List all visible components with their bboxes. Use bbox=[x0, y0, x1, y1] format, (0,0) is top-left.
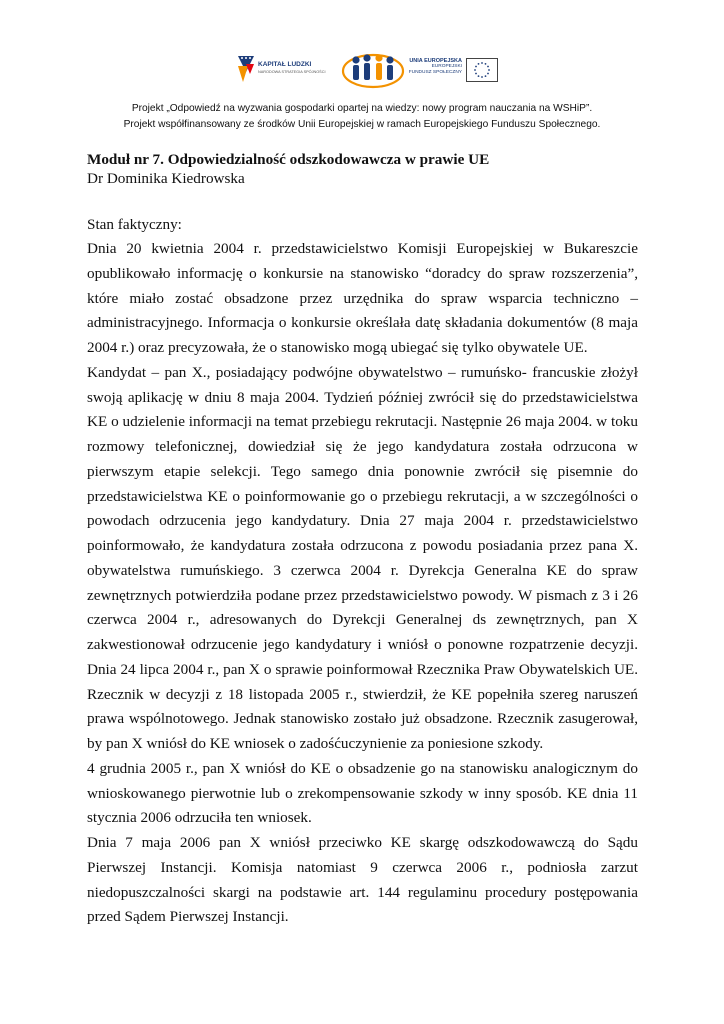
author-name: Dr Dominika Kiedrowska bbox=[87, 170, 245, 187]
paragraph-4: Dnia 7 maja 2006 pan X wniósł przeciwko KE skargę odszkodowawczą do Sądu Pierwszej Instancji. Komisja natomiast 9 czerwca 2006 r., podniosła zarzut niedopuszczalności skargi na podstawie art. 144 regulaminu procedury postępowania przed Sądem Pierwszej Instancji. bbox=[87, 834, 638, 926]
eu-flag-icon bbox=[466, 58, 498, 82]
eu-logo bbox=[406, 58, 498, 86]
section-label: Stan faktyczny: bbox=[87, 216, 182, 233]
project-header bbox=[0, 101, 724, 133]
wship-people-logo-icon bbox=[340, 46, 406, 92]
kapital-ludzki-logo bbox=[236, 50, 336, 90]
logo-bar bbox=[0, 42, 724, 98]
kapital-ludzki-title: KAPITAŁ LUDZKI bbox=[258, 61, 312, 68]
module-title: Moduł nr 7. Odpowiedzialność odszkodowawcza w prawie UE bbox=[87, 151, 490, 168]
kapital-ludzki-subtitle: NARODOWA STRATEGIA SPÓJNOŚCI bbox=[258, 70, 326, 74]
eu-logo-line2: EUROPEJSKI bbox=[431, 64, 462, 69]
paragraph-1: Dnia 20 kwietnia 2004 r. przedstawicielstwo Komisji Europejskiej w Bukareszcie opublikowało informację o konkursie na stanowisko “doradcy do spraw rozszerzenia”, które miało zostać obsadzone przez urzędnika do spraw wsparcia techniczno – administracyjnego. Informacja o konkursie określała datę składania dokumentów (8 maja 2004 r.) oraz precyzowała, że o stanowisko mogą ubiegać się tylko obywatele UE. bbox=[87, 240, 638, 356]
kapital-ludzki-emblem-icon bbox=[236, 52, 256, 86]
paragraph-3: 4 grudnia 2005 r., pan X wniósł do KE o obsadzenie go na stanowisku analogicznym do wnioskowanego pierwotnie lub o zrekompensowanie szkody w inny sposób. KE dnia 11 stycznia 2006 odrzuciła ten wniosek. bbox=[87, 759, 638, 827]
paragraph-2: Kandydat – pan X., posiadający podwójne obywatelstwo – rumuńsko- francuskie złożył swoją aplikację w dniu 8 maja 2004. Tydzień później zwrócił się do przedstawicielstwa KE o udzielenie informacji na temat przebiegu rekrutacji. Następnie 26 maja 2004. w toku rozmowy telefonicznej, dowiedział się że jego kandydatura została odrzucona w pierwszym etapie selekcji. Tego samego dnia ponownie zwrócił się pisemnie do przedstawicielstwa KE o poinformowanie go o przebiegu rekrutacji, a w szczególności o powodach odrzucenia jego kandydatury. Dnia 27 maja 2004 r. przedstawicielstwo poinformowało, że kandydatura została odrzucona z powodu posiadania przez pana X. obywatelstwa rumuńskiego. 3 czerwca 2004 r. Dyrekcja Generalna KE do spraw zewnętrznych potwierdziła podane przez przedstawicielstwo powody. W pismach z 3 i 26 czerwca 2004 r., adresowanych do Dyrekcji Generalnej ds zewnętrznych, pan X zakwestionował odrzucenie jego kandydatury i wniósł o ponowne rozpatrzenie decyzji. Dnia 24 lipca 2004 r., pan X o sprawie poinformował Rzecznika Praw Obywatelskich UE. Rzecznik w decyzji z 18 listopada 2005 r., stwierdził, że KE popełniła szereg naruszeń prawa wspólnotowego. Jednak stanowisko zostało już obsadzone. Rzecznik zasugerował, by pan X wniósł do KE wniosek o zadośćuczynienie za poniesione szkody. bbox=[87, 363, 638, 752]
document-body bbox=[87, 150, 638, 930]
eu-logo-line3: FUNDUSZ SPOŁECZNY bbox=[408, 70, 462, 75]
project-header-line2: Projekt współfinansowany ze środków Unii Europejskiej w ramach Europejskiego Funduszu Społecznego. bbox=[123, 119, 601, 130]
project-header-line1: Projekt „Odpowiedź na wyzwania gospodarki opartej na wiedzy: nowy program nauczania na WSHiP”. bbox=[131, 103, 593, 114]
eu-logo-line1: UNIA EUROPEJSKA bbox=[409, 58, 462, 64]
